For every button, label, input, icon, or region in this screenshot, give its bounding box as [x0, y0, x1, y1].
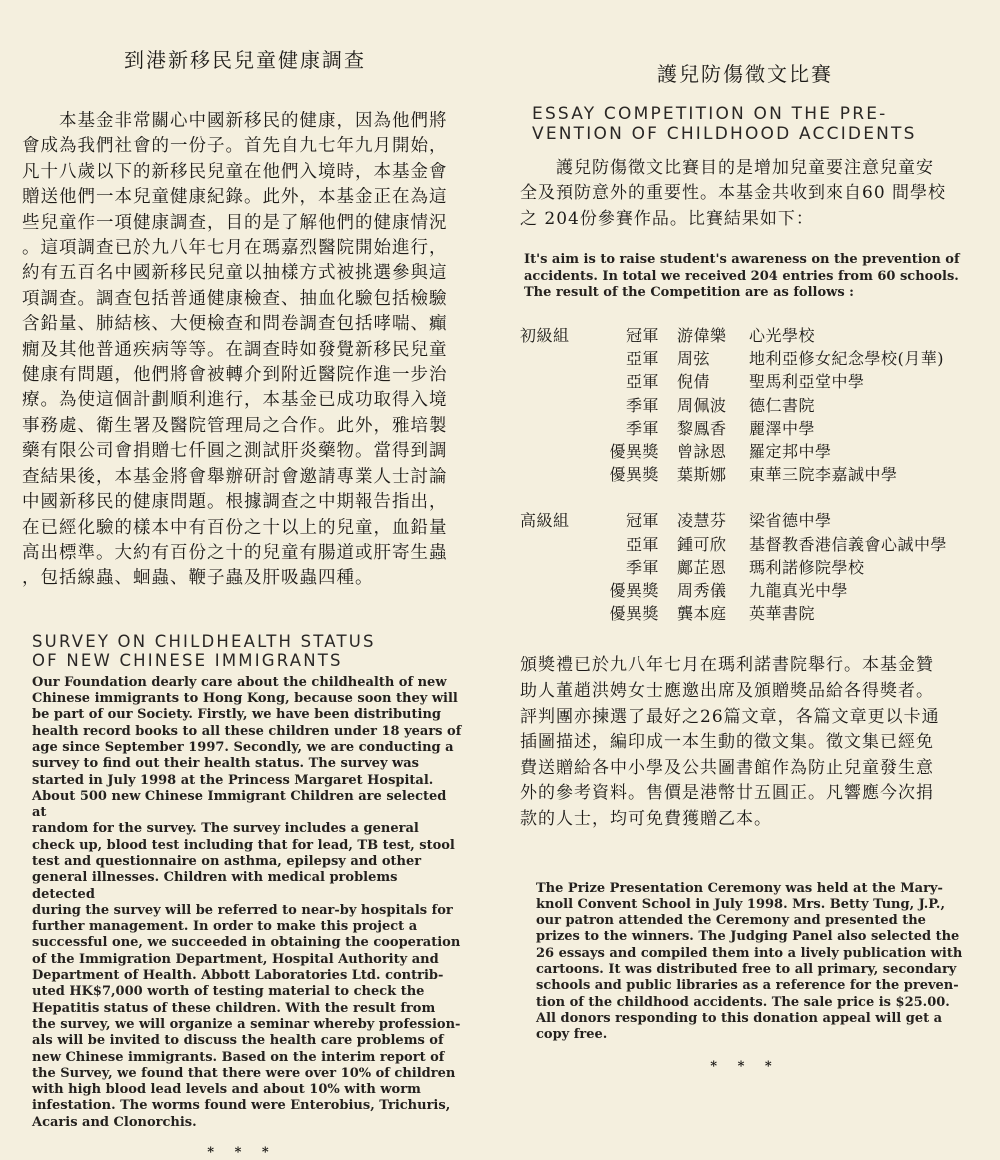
result-row [520, 556, 970, 579]
winner-name: 曾詠恩 [677, 442, 727, 462]
result-row [520, 533, 970, 556]
winner-school: 聖馬利亞堂中學 [749, 372, 865, 392]
winner-name: 鄺芷恩 [677, 557, 727, 577]
result-row [520, 394, 970, 417]
winner-name: 葉斯娜 [677, 465, 727, 485]
prize-label: 冠軍 [625, 326, 659, 346]
zh-essay-title: 護兒防傷徵文比賽 [657, 62, 833, 86]
winner-name: 龔本庭 [677, 604, 727, 624]
result-row [520, 370, 970, 393]
winner-school: 心光學校 [749, 326, 816, 346]
winner-school: 基督教香港信義會心誠中學 [749, 534, 948, 554]
winner-school: 羅定邦中學 [749, 442, 832, 462]
result-row [520, 463, 970, 486]
prize-label: 亞軍 [625, 349, 659, 369]
prize-label: 冠軍 [625, 511, 659, 531]
result-row [520, 440, 970, 463]
prize-label: 季軍 [625, 418, 659, 438]
zh-survey-title: 到港新移民兒童健康調查 [124, 48, 366, 72]
en-survey-body: Our Foundation dearly care about the childhealth of new Chinese immigrants to Hong Kong, because soon they will be part of our Society. Firstly, we have been distributing health record books to all these children under 18 years of age since September 1997. Secondly, we are conducting a survey to find out their health status. The survey was started in July 1998 at the Princess Margaret Hospital. About 500 new Chinese Immigrant Children are selected at random for the survey. The survey includes a general check up, blood test including that for lead, TB test, stool test and questionnaire on asthma, epilepsy and other general illnesses. Children with medical problems detected during the survey will be referred to near-by hospitals for further management. In order to make this project a successful one, we succeeded in obtaining the cooperation of the Immigration Department, Hospital Authority and Department of Health. Abbott Laboratories Ltd. contrib- uted HK$7,000 worth of testing material to check the Hepatitis status of these children. With the result from the survey, we will organize a seminar whereby profession- als will be invited to discuss the health care problems of new Chinese immigrants. Based on the interim report of the Survey, we found that there were over 10% of children with high blood lead levels and about 10% with worm infestation. The worms found were Enterobius, Trichuris, Acaris and Clonorchis. [32, 674, 462, 1130]
prize-label: 季軍 [625, 557, 659, 577]
left-column [22, 0, 462, 1160]
result-row [520, 509, 970, 532]
group-spacer [520, 486, 970, 509]
zh-essay-intro: 護兒防傷徵文比賽目的是增加兒童要注意兒童安 全及預防意外的重要性。本基金共收到來自60 間學校 之 204份參賽作品。比賽結果如下： [520, 158, 947, 229]
winner-school: 德仁書院 [749, 395, 816, 415]
winner-name: 凌慧芬 [677, 511, 727, 531]
en-essay-closing: The Prize Presentation Ceremony was held at the Mary- knoll Convent School in July 1998. Mrs. Betty Tung, J.P., our patron attended the Ceremony and presented the prizes to the winners. The Judging Panel also selected the 26 essays and compiled them into a lively publication with cartoons. It was distributed free to all primary, secondary schools and public libraries as a reference for the preven- tion of the childhood accidents. The sale price is $25.00. All donors responding to this donation appeal will get a copy free. [536, 880, 963, 1043]
en-essay-intro: It's aim is to raise student's awareness on the prevention of accidents. In total we received 204 entries from 60 schools. The result of the Competition are as follows : [524, 252, 960, 300]
winner-school: 東華三院李嘉誠中學 [749, 465, 898, 485]
prize-label: 亞軍 [625, 372, 659, 392]
result-row [520, 324, 970, 347]
winner-name: 黎鳳香 [677, 418, 727, 438]
section-divider: * * * [710, 1059, 780, 1075]
prize-label: 優異獎 [609, 465, 659, 485]
winner-name: 周佩波 [677, 395, 727, 415]
section-divider: * * * [207, 1145, 277, 1160]
winner-name: 游偉樂 [677, 326, 727, 346]
result-row [520, 579, 970, 602]
winner-name: 鍾可欣 [677, 534, 727, 554]
prize-label: 亞軍 [625, 534, 659, 554]
en-survey-title: SURVEY ON CHILDHEALTH STATUS OF NEW CHINESE IMMIGRANTS [32, 631, 376, 670]
result-row [520, 417, 970, 440]
right-column [520, 0, 970, 1074]
winner-name: 倪倩 [677, 372, 711, 392]
prize-label: 優異獎 [609, 580, 659, 600]
winner-school: 梁省德中學 [749, 511, 832, 531]
division-label: 初級組 [520, 326, 570, 346]
zh-essay-closing: 頒獎禮已於九八年七月在瑪利諾書院舉行。本基金贊 助人董趙洪娉女士應邀出席及頒贈獎品給各得獎者。 評判團亦揀選了最好之26篇文章，各篇文章更以卡通 插圖描述，編印成一本生動的徵文集。徵文集已經免 費送贈給各中小學及公共圖書館作為防止兒童發生意 外的參考資料。售價是港幣廿五圓正。凡響應今次捐 款的人士，均可免費獲贈乙本。 [520, 655, 940, 829]
winner-school: 地利亞修女紀念學校(月華) [749, 349, 944, 369]
prize-label: 季軍 [625, 395, 659, 415]
winner-school: 瑪利諾修院學校 [749, 557, 865, 577]
en-essay-title: ESSAY COMPETITION ON THE PRE- VENTION OF CHILDHOOD ACCIDENTS [532, 104, 917, 144]
winner-name: 周秀儀 [677, 580, 727, 600]
prize-label: 優異獎 [609, 442, 659, 462]
winner-school: 九龍真光中學 [749, 580, 849, 600]
result-row [520, 602, 970, 625]
prize-label: 優異獎 [609, 604, 659, 624]
results-table [520, 324, 970, 625]
winner-school: 麗澤中學 [749, 418, 816, 438]
winner-name: 周弦 [677, 349, 711, 369]
division-label: 高級組 [520, 511, 570, 531]
zh-survey-body: 本基金非常關心中國新移民的健康，因為他們將 會成為我們社會的一份子。首先自九七年九月開始， 凡十八歲以下的新移民兒童在他們入境時，本基金會 贈送他們一本兒童健康紀錄。此外，本基金正在為這 些兒童作一項健康調查，目的是了解他們的健康情況 。這項調查已於九八年七月在瑪嘉烈醫院開始進行， 約有五百名中國新移民兒童以抽樣方式被挑選參與這 項調查。調查包括普通健康檢查、抽血化驗包括檢驗 含鉛量、肺結核、大便檢查和問卷調查包括哮喘、癲 癇及其他普通疾病等等。在調查時如發覺新移民兒童 健康有問題，他們將會被轉介到附近醫院作進一步治 療。為使這個計劃順利進行，本基金已成功取得入境 事務處、衛生署及醫院管理局之合作。此外，雅培製 藥有限公司會捐贈七仟圓之測試肝炎藥物。當得到調 查結果後，本基金將會舉辦研討會邀請專業人士討論 中國新移民的健康問題。根據調查之中期報告指出， 在已經化驗的樣本中有百份之十以上的兒童，血鉛量 高出標準。大約有百份之十的兒童有腸道或肝寄生蟲 ，包括線蟲、蛔蟲、鞭子蟲及肝吸蟲四種。 [22, 111, 448, 589]
winner-school: 英華書院 [749, 604, 816, 624]
result-row [520, 347, 970, 370]
